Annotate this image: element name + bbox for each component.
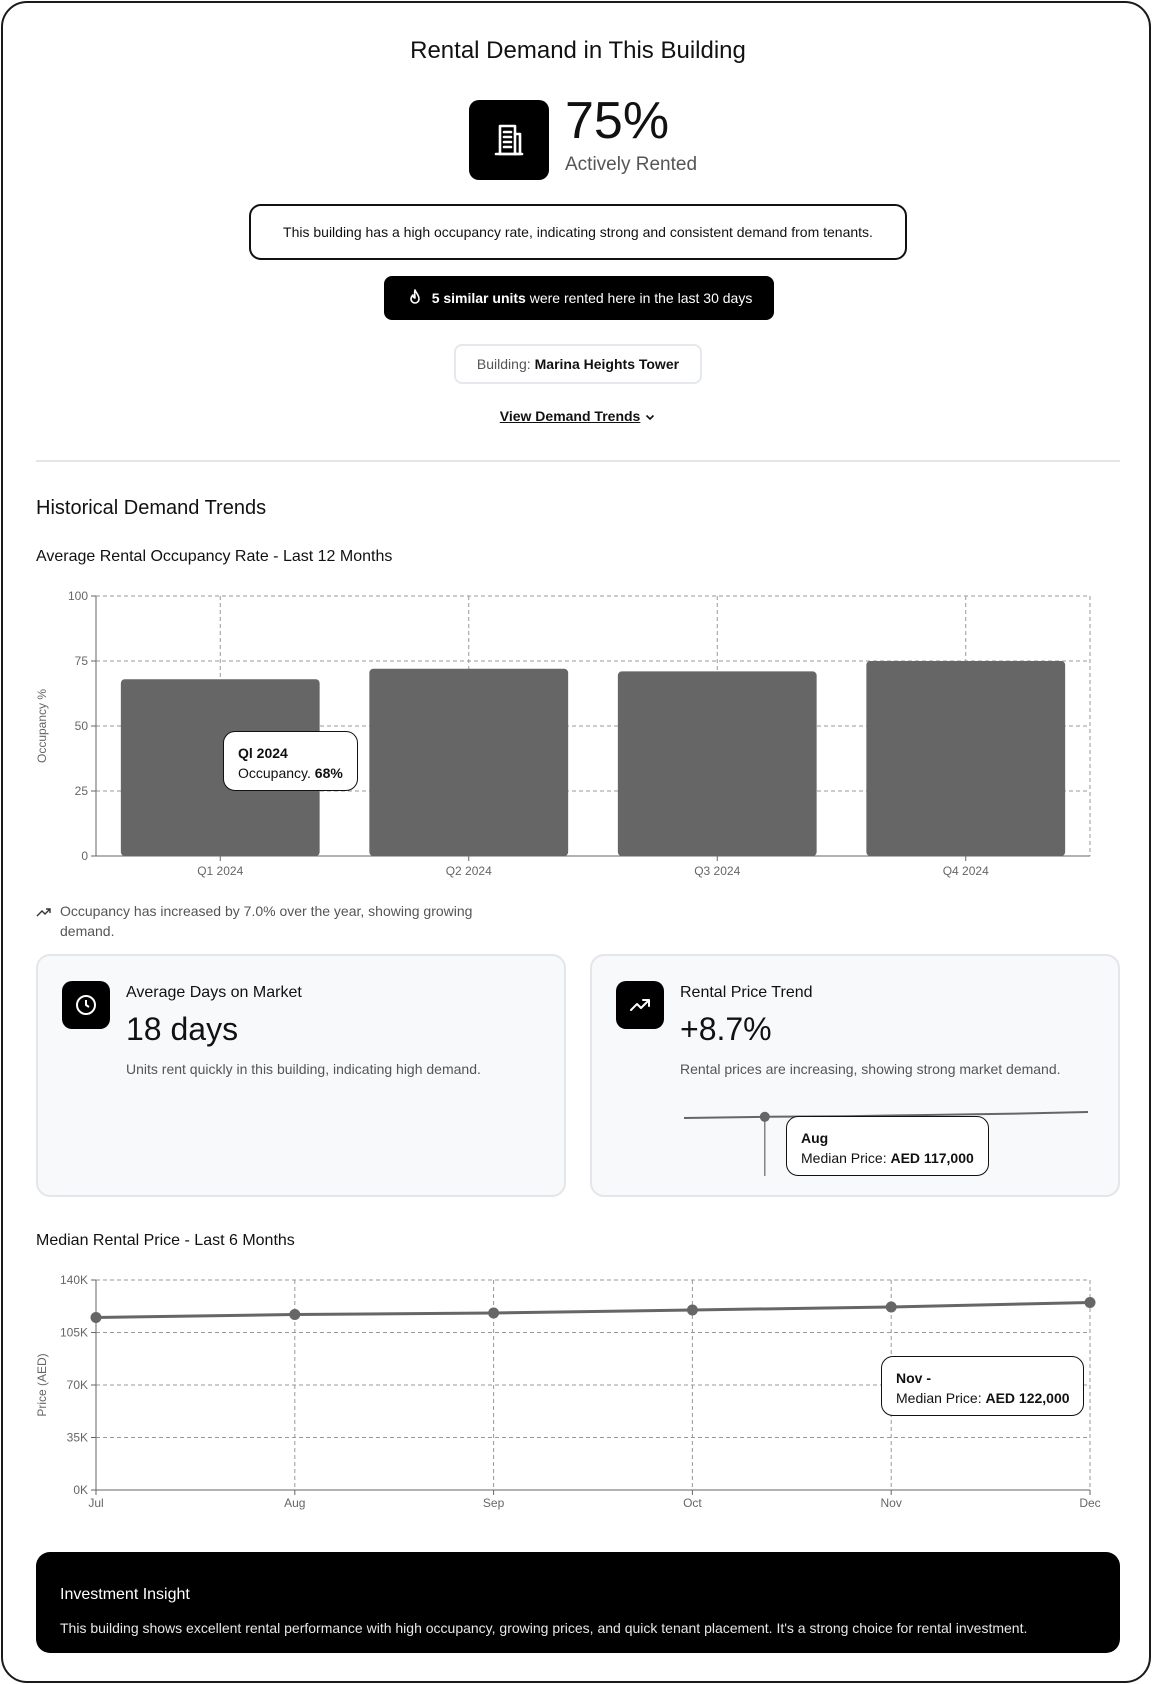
x-tick-label: Dec [1079,1496,1101,1510]
price-trend-label: Rental Price Trend [680,984,813,1001]
section-title: Historical Demand Trends [36,497,267,519]
tooltip-title: Nov - [896,1370,931,1386]
y-tick-label: 25 [74,784,88,798]
days-on-market-card [36,954,566,1197]
section-divider [36,460,1120,462]
occupancy-note-text: Occupancy has increased by 7.0% over the year, showing growing demand. [60,903,473,939]
occupancy-tooltip [223,731,358,791]
tooltip-value: AED 117,000 [890,1150,974,1166]
flame-icon [406,288,424,309]
occupancy-bar-chart [3,583,1151,883]
tooltip-value: 68% [314,765,343,781]
y-tick-label: 35K [66,1430,88,1445]
days-on-market-desc: Units rent quickly in this building, indicating high demand. [126,1061,481,1077]
recent-rentals-text: were rented here in the last 30 days [529,290,753,306]
chevron-down-icon [644,411,656,423]
y-tick-label: 70K [66,1378,88,1392]
clock-icon [62,981,110,1029]
bar [866,661,1065,856]
tooltip-label: Occupancy. [238,765,311,781]
data-point [488,1308,499,1319]
occupancy-note [36,901,516,941]
data-point [886,1302,897,1313]
x-tick-label: Jul [88,1496,104,1510]
price-tooltip [881,1356,1084,1416]
x-tick-label: Sep [482,1496,505,1510]
y-tick-label: 100 [67,589,88,603]
data-point [289,1309,300,1320]
y-tick-label: 140K [59,1273,88,1287]
price-trend-desc: Rental prices are increasing, showing strong market demand. [680,1061,1061,1077]
y-tick-label: 75 [74,654,88,668]
x-tick-label: Oct [683,1496,702,1510]
data-point [687,1305,698,1316]
building-name: Marina Heights Tower [534,356,680,372]
view-trends-link[interactable]: View Demand Trends [499,408,641,424]
tooltip-title: Ql 2024 [238,745,288,761]
x-tick-label: Nov [880,1496,902,1510]
x-tick-label: Q1 2024 [197,864,244,878]
building-icon [469,100,549,180]
tooltip-title: Aug [801,1130,829,1146]
trending-up-icon [616,981,664,1029]
page-title: Rental Demand in This Building [410,37,746,64]
recent-rentals-badge [384,276,774,320]
y-tick-label: 0K [73,1483,88,1497]
x-tick-label: Q2 2024 [445,864,492,878]
y-axis-label: Price (AED) [35,1353,49,1417]
tooltip-label: Median Price: [801,1150,887,1166]
bar [369,669,568,856]
x-tick-label: Q3 2024 [694,864,741,878]
price-trend-value: +8.7% [680,1011,772,1047]
occupancy-label: Actively Rented [565,154,698,175]
x-tick-label: Q4 2024 [942,864,989,878]
occupancy-percent: 75% [565,92,670,150]
y-axis-label: Occupancy % [35,688,49,764]
investment-insight [36,1552,1120,1653]
view-trends-toggle[interactable] [3,408,1151,424]
tooltip-label: Median Price: [896,1390,982,1406]
hover-point [760,1112,770,1122]
insight-text: This building shows excellent rental performance with high occupancy, growing prices, and quick tenant placement. It's a strong choice for rental investment. [60,1620,1028,1636]
rental-demand-panel [1,1,1151,1683]
sparkline-tooltip [786,1116,989,1176]
occupancy-chart-title: Average Rental Occupancy Rate - Last 12 Months [36,548,393,565]
y-tick-label: 50 [74,719,88,733]
price-trend-card [590,954,1120,1197]
bar [618,671,817,856]
price-line [96,1303,1090,1318]
y-tick-label: 0 [81,849,88,863]
data-point [1085,1297,1096,1308]
building-label: Building: [476,356,531,372]
insight-title: Investment Insight [60,1586,190,1603]
y-tick-label: 105K [59,1325,88,1340]
tooltip-value: AED 122,000 [985,1390,1070,1406]
building-chip [454,344,702,384]
days-on-market-label: Average Days on Market [126,984,302,1001]
price-chart-title: Median Rental Price - Last 6 Months [36,1232,295,1249]
data-point [91,1312,102,1323]
days-on-market-value: 18 days [126,1011,239,1047]
trending-up-icon [36,904,52,920]
recent-rentals-count: 5 similar units [431,290,526,306]
x-tick-label: Aug [284,1496,306,1510]
occupancy-description: This building has a high occupancy rate, indicating strong and consistent demand from tenants. [249,204,907,260]
